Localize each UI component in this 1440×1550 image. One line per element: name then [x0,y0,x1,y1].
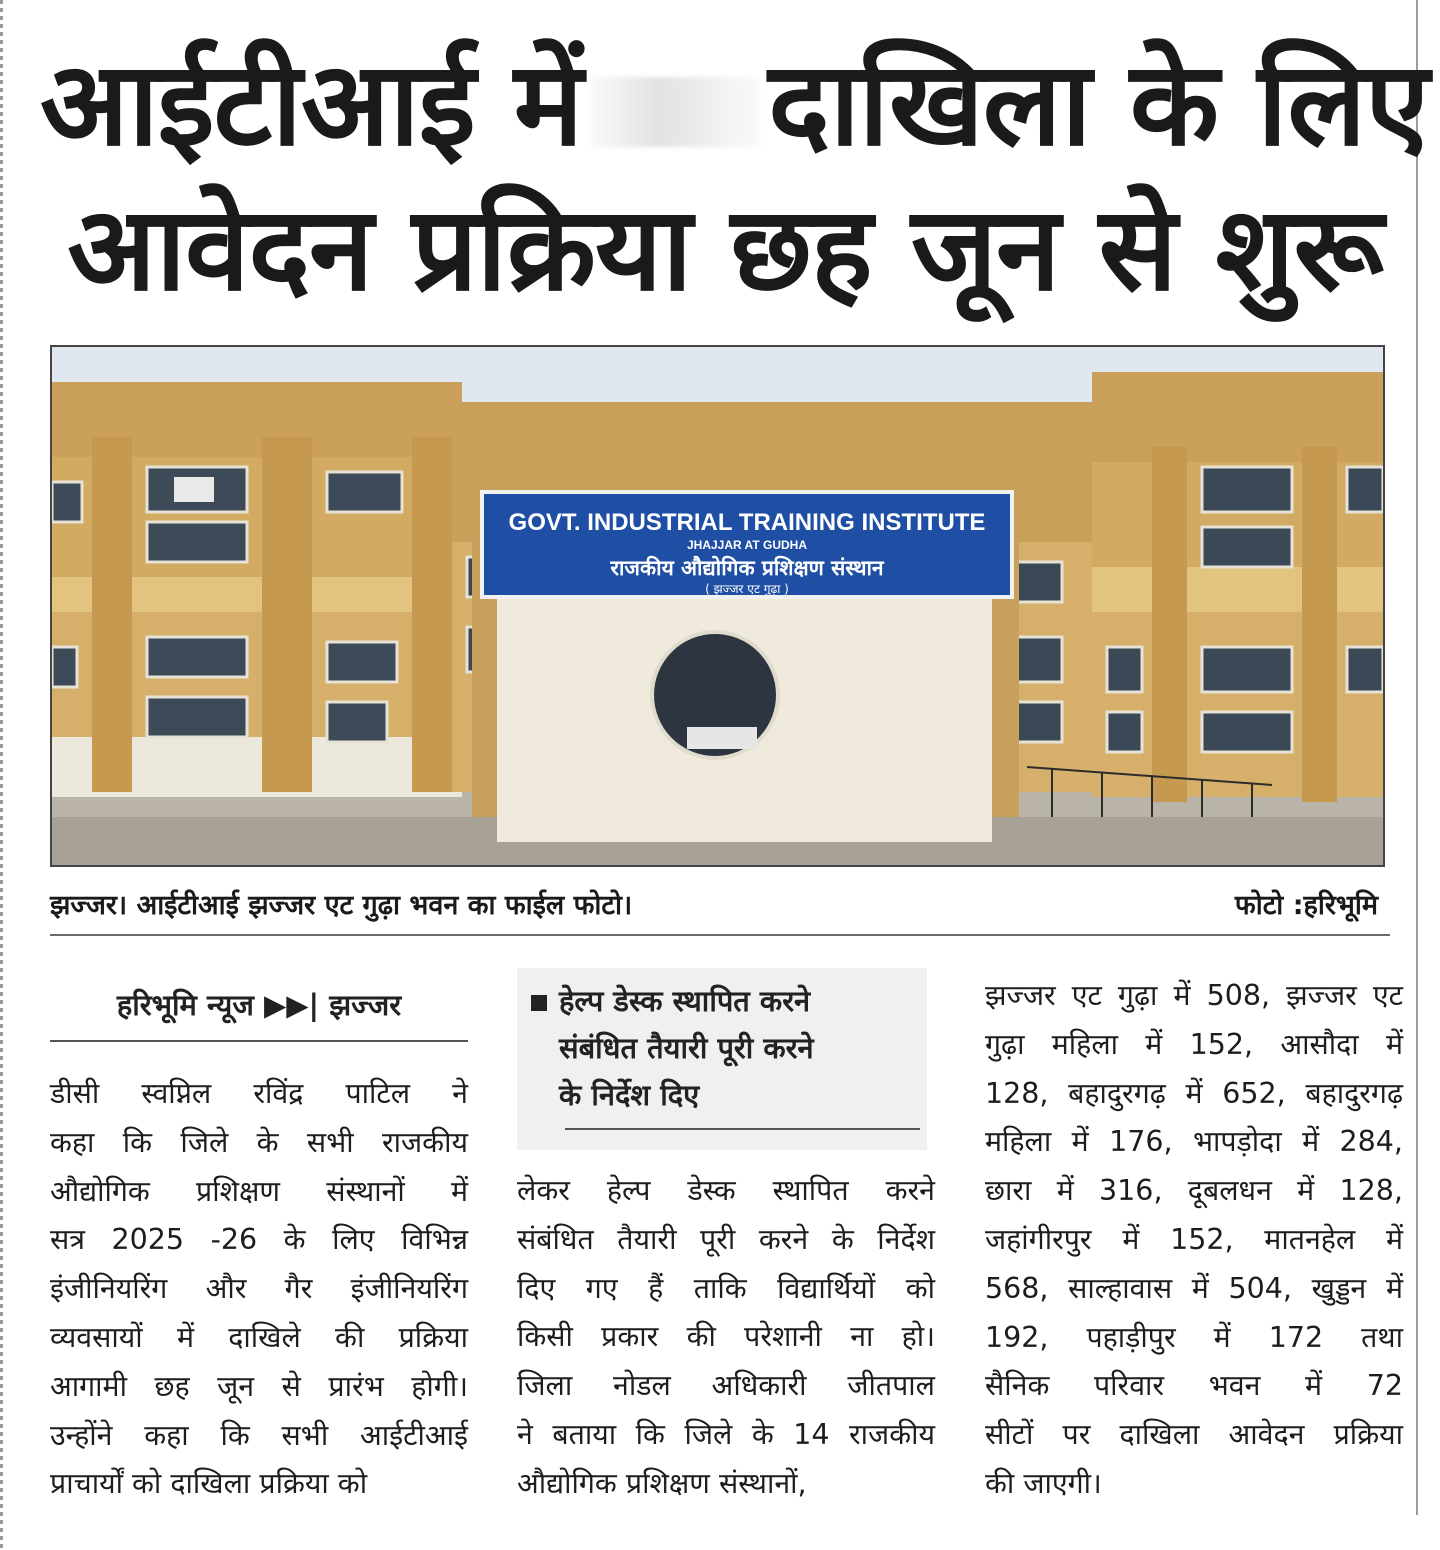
page-left-dotted-rule [0,0,6,1550]
blurred-word [590,77,760,147]
headline-line-2: आवेदन प्रक्रिया छह जून से शुरू [67,182,1383,317]
highlight-text [531,978,921,1119]
photo-caption: झज्जर। आईटीआई झज्जर एट गुढ़ा भवन का फाईल फोटो। [50,890,633,921]
highlight-rule [565,1128,920,1130]
article-line: संबंधित तैयारी पूरी करने के निर्देश [517,1222,935,1256]
article-line: प्राचार्यों को दाखिला प्रक्रिया को [50,1467,368,1501]
iti-building-illustration [52,347,1383,865]
article-line: किसी प्रकार की परेशानी ना हो। [517,1320,935,1354]
article-line: छारा में 316, दूबलधन में 128, [985,1174,1403,1208]
article-line: ने बताया कि जिले के 14 राजकीय [517,1417,935,1451]
article-line: 192, पहाड़ीपुर में 172 तथा [985,1320,1403,1354]
highlight-line [531,1025,921,1072]
sign-hindi: राजकीय औद्योगिक प्रशिक्षण संस्थान [610,556,884,580]
news-photo [50,345,1385,867]
article-line: इंजीनियरिंग और गैर इंजीनियरिंग [50,1272,468,1306]
article-line: जिला नोडल अधिकारी जीतपाल [517,1369,935,1403]
article-line: लेकर हेल्प डेस्क स्थापित करने [517,1174,935,1207]
highlight-line [531,978,921,1025]
headline-line-1 [40,37,1429,172]
article-line: सैनिक परिवार भवन में 72 [985,1369,1403,1403]
article-line: औद्योगिक प्रशिक्षण संस्थानों, [517,1466,807,1500]
article-line: की जाएगी। [985,1466,1102,1500]
article-line: 568, साल्हावास में 504, खुड्डन में [985,1271,1403,1305]
sign-hindi-sub: ( झज्जर एट गुढ़ा ) [705,582,789,596]
article-column-3 [985,972,1403,1509]
column-divider-rule [1416,0,1418,1515]
article-column-2 [517,1167,935,1509]
highlight-box [517,968,927,1150]
byline: हरिभूमि न्यूज ▶▶| झज्जर [116,988,402,1022]
headline-line-1-start: आईटीआई में [40,37,583,172]
headline-line-1-end: दाखिला के लिए [768,37,1429,172]
article-line: सीटों पर दाखिला आवेदन प्रक्रिया [985,1418,1403,1452]
caption-rule [50,934,1390,936]
article-line: औद्योगिक प्रशिक्षण संस्थानों में [50,1174,468,1208]
highlight-line-text: हेल्प डेस्क स्थापित करने [559,984,811,1018]
sign-english-sub: JHAJJAR AT GUDHA [686,538,808,552]
article-line: महिला में 176, भापड़ोदा में 284, [985,1125,1403,1159]
photo-credit: फोटो :हरिभूमि [1234,890,1378,921]
article-line: डीसी स्वप्निल रविंद्र पाटिल ने [50,1077,468,1110]
sign-english: GOVT. INDUSTRIAL TRAINING INSTITUTE [508,509,986,536]
article-line: 128, बहादुरगढ़ में 652, बहादुरगढ़ [985,1076,1403,1110]
article-line: दिए गए हैं ताकि विद्यार्थियों को [517,1271,935,1305]
article-line: उन्होंने कहा कि सभी आईटीआई [50,1418,468,1452]
highlight-line-text: संबंधित तैयारी पूरी करने [559,1031,814,1065]
highlight-line-text: के निर्देश दिए [559,1078,700,1112]
article-line: झज्जर एट गुढ़ा में 508, झज्जर एट [985,979,1403,1012]
byline-rule [50,1040,468,1042]
highlight-line [531,1072,921,1119]
article-line: जहांगीरपुर में 152, मातनहेल में [985,1222,1403,1256]
article-column-1 [50,1070,468,1509]
article-line: सत्र 2025 -26 के लिए विभिन्न [50,1223,468,1257]
article-line: कहा कि जिले के सभी राजकीय [50,1125,468,1159]
article-line: व्यवसायों में दाखिले की प्रक्रिया [50,1320,468,1354]
article-line: गुढ़ा महिला में 152, आसौदा में [985,1027,1403,1061]
bullet-square-icon [531,995,547,1011]
article-line: आगामी छह जून से प्रारंभ होगी। [50,1369,468,1403]
